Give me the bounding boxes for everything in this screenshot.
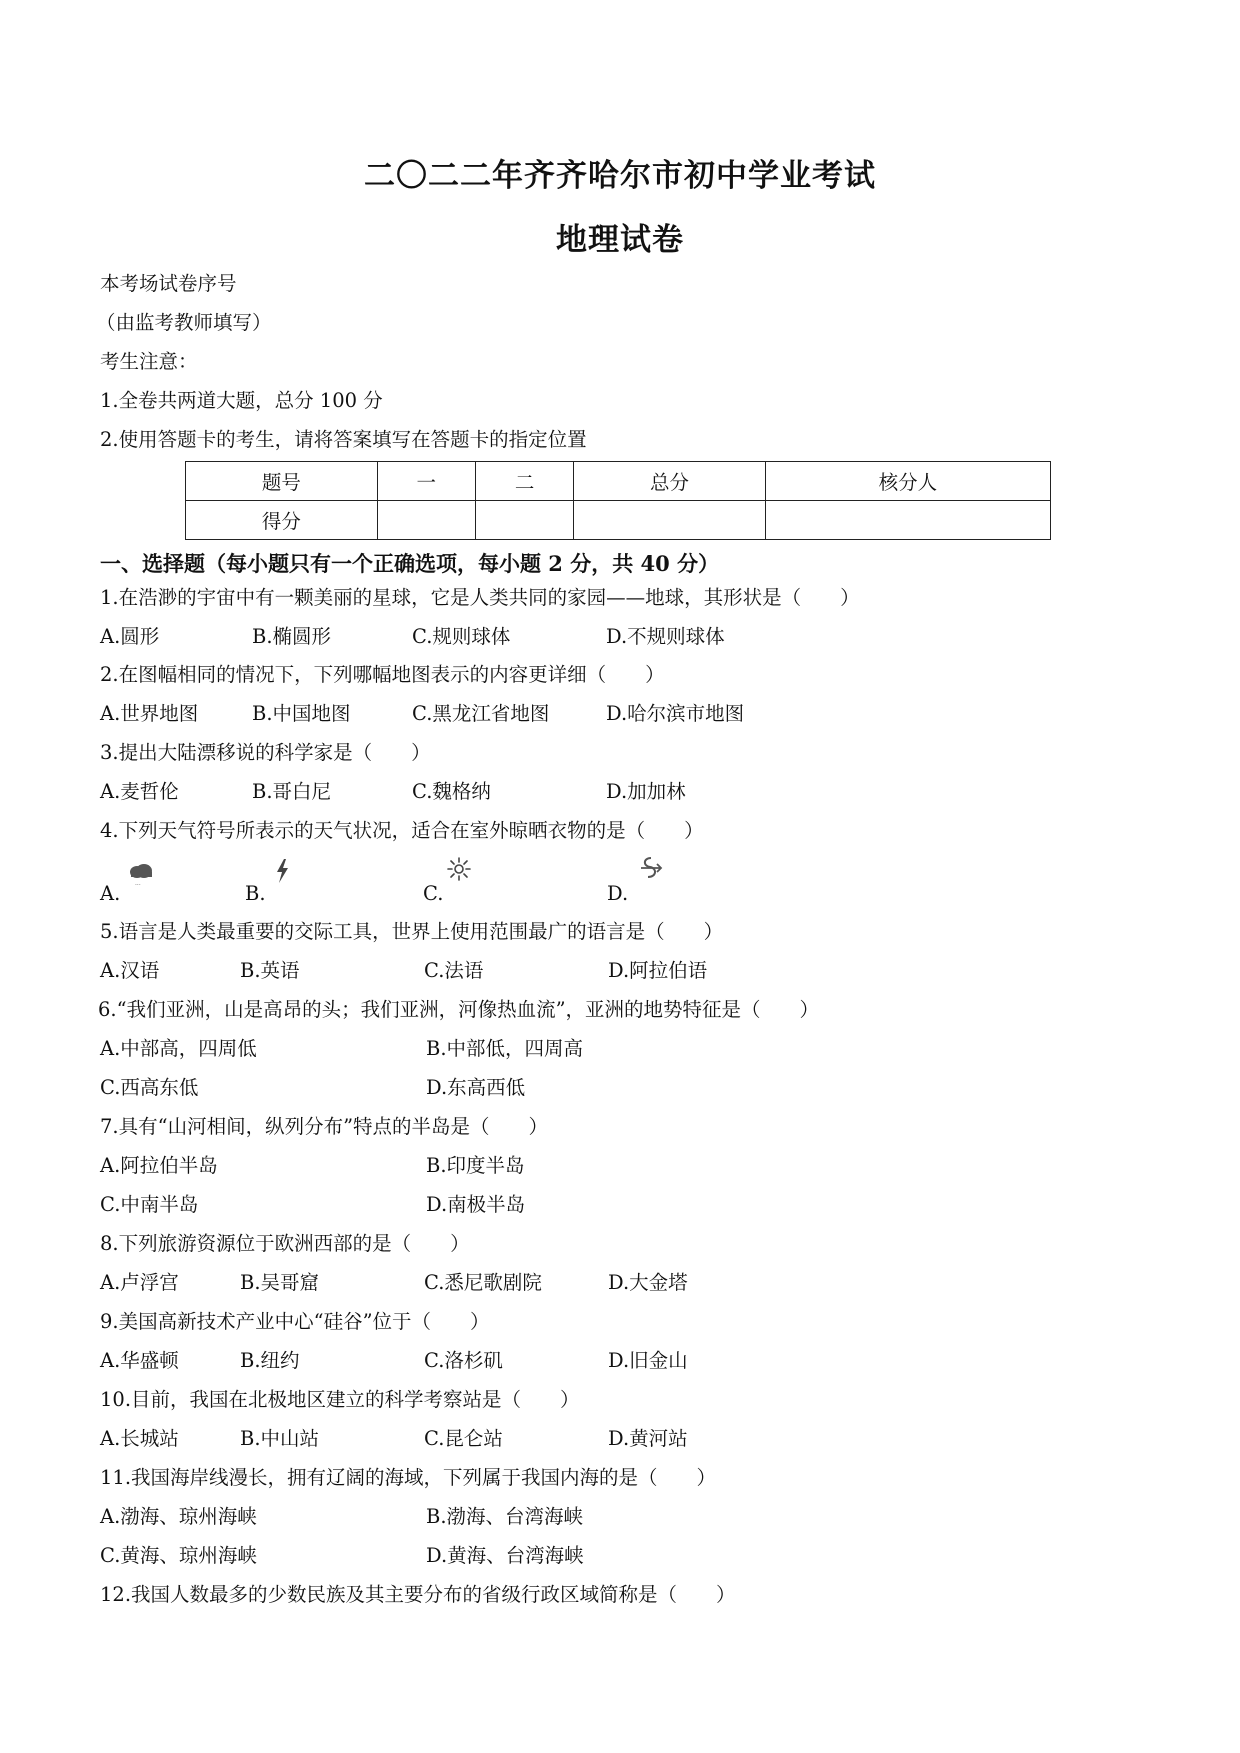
option-b: B.渤海、台湾海峡 — [426, 1505, 584, 1528]
option-b — [245, 882, 266, 905]
option-label: A. — [100, 882, 121, 905]
score-cell[interactable] — [574, 501, 766, 540]
notice-item-2: 2.使用答题卡的考生，请将答案填写在答题卡的指定位置 — [100, 428, 587, 451]
sandstorm-icon — [635, 854, 665, 884]
question-stem: 6.“我们亚洲，山是高昂的头；我们亚洲，河像热血流”，亚洲的地势特征是（ ） — [98, 998, 820, 1021]
option-d: D.加加林 — [606, 780, 686, 803]
score-cell[interactable] — [377, 501, 475, 540]
score-header-cell: 总分 — [574, 462, 766, 501]
score-header-cell: 核分人 — [765, 462, 1050, 501]
option-a: A.卢浮宫 — [100, 1271, 179, 1294]
option-c: C.中南半岛 — [100, 1193, 199, 1216]
option-b: B.纽约 — [240, 1349, 300, 1372]
exam-subtitle: 地理试卷 — [556, 222, 684, 258]
exam-title: 二〇二二年齐齐哈尔市初中学业考试 — [364, 158, 876, 194]
question-stem: 4.下列天气符号所表示的天气状况，适合在室外晾晒衣物的是（ ） — [100, 819, 704, 842]
option-d: D.阿拉伯语 — [608, 959, 708, 982]
option-c — [423, 882, 443, 905]
option-d: D.东高西低 — [426, 1076, 526, 1099]
option-a: A.麦哲伦 — [100, 780, 179, 803]
question-stem: 7.具有“山河相间，纵列分布”特点的半岛是（ ） — [100, 1115, 549, 1138]
option-c: C.悉尼歌剧院 — [424, 1271, 542, 1294]
section-title: 一、选择题（每小题只有一个正确选项，每小题 2 分，共 40 分） — [100, 551, 720, 576]
score-table-value-row — [186, 501, 1051, 540]
question-stem: 12.我国人数最多的少数民族及其主要分布的省级行政区域简称是（ ） — [100, 1583, 736, 1606]
option-d: D.哈尔滨市地图 — [606, 702, 745, 725]
question-stem: 9.美国高新技术产业中心“硅谷”位于（ ） — [100, 1310, 490, 1333]
option-d — [607, 882, 628, 905]
option-d: D.大金塔 — [608, 1271, 688, 1294]
score-cell[interactable] — [765, 501, 1050, 540]
option-b: B.椭圆形 — [252, 625, 332, 648]
score-table-header-row — [186, 462, 1051, 501]
option-a: A.世界地图 — [100, 702, 199, 725]
option-label: B. — [245, 882, 266, 905]
question-stem: 11.我国海岸线漫长，拥有辽阔的海域，下列属于我国内海的是（ ） — [100, 1466, 717, 1489]
option-d: D.旧金山 — [608, 1349, 688, 1372]
option-d: D.南极半岛 — [426, 1193, 526, 1216]
option-a: A.圆形 — [100, 625, 160, 648]
option-a: A.渤海、琼州海峡 — [100, 1505, 257, 1528]
question-stem: 10.目前，我国在北极地区建立的科学考察站是（ ） — [100, 1388, 580, 1411]
notice-title: 考生注意： — [100, 350, 198, 373]
option-b: B.英语 — [240, 959, 300, 982]
option-a — [100, 880, 141, 905]
option-label: C. — [423, 882, 444, 905]
option-d: D.黄海、台湾海峡 — [426, 1544, 584, 1567]
option-d: D.不规则球体 — [606, 625, 725, 648]
option-c: C.法语 — [424, 959, 484, 982]
option-b: B.印度半岛 — [426, 1154, 525, 1177]
score-header-cell: 一 — [377, 462, 475, 501]
question-stem: 2.在图幅相同的情况下，下列哪幅地图表示的内容更详细（ ） — [100, 663, 665, 686]
option-c: C.黑龙江省地图 — [412, 702, 550, 725]
option-a: A.汉语 — [100, 959, 160, 982]
question-stem: 8.下列旅游资源位于欧洲西部的是（ ） — [100, 1232, 470, 1255]
score-table — [185, 461, 1051, 540]
svg-text:...: ... — [135, 880, 141, 887]
option-a: A.长城站 — [100, 1427, 179, 1450]
option-b: B.中山站 — [240, 1427, 320, 1450]
option-c: C.西高东低 — [100, 1076, 199, 1099]
option-b: B.吴哥窟 — [240, 1271, 320, 1294]
option-c: C.魏格纳 — [412, 780, 491, 803]
option-c: C.规则球体 — [412, 625, 511, 648]
option-label: D. — [607, 882, 629, 905]
option-b: B.哥白尼 — [252, 780, 332, 803]
option-a: A.华盛顿 — [100, 1349, 179, 1372]
option-c: C.洛杉矶 — [424, 1349, 503, 1372]
question-stem: 5.语言是人类最重要的交际工具，世界上使用范围最广的语言是（ ） — [100, 920, 724, 943]
question-stem: 3.提出大陆漂移说的科学家是（ ） — [100, 741, 431, 764]
question-stem: 1.在浩渺的宇宙中有一颗美丽的星球，它是人类共同的家园——地球，其形状是（ ） — [100, 586, 860, 609]
lightning-icon — [273, 857, 293, 885]
option-c: C.昆仑站 — [424, 1427, 503, 1450]
serial-note: （由监考教师填写） — [96, 311, 272, 334]
option-a: A.阿拉伯半岛 — [100, 1154, 218, 1177]
notice-item-1: 1.全卷共两道大题，总分 100 分 — [100, 389, 383, 412]
option-d: D.黄河站 — [608, 1427, 688, 1450]
serial-label: 本考场试卷序号 — [100, 272, 237, 295]
rain-snow-cloud-icon — [126, 862, 156, 888]
option-b: B.中国地图 — [252, 702, 351, 725]
option-c: C.黄海、琼州海峡 — [100, 1544, 257, 1567]
score-header-cell: 二 — [475, 462, 573, 501]
option-b: B.中部低，四周高 — [426, 1037, 584, 1060]
score-cell[interactable] — [475, 501, 573, 540]
option-a: A.中部高，四周低 — [100, 1037, 257, 1060]
score-header-cell: 题号 — [186, 462, 378, 501]
score-row-label: 得分 — [186, 501, 378, 540]
sun-icon — [445, 855, 473, 883]
